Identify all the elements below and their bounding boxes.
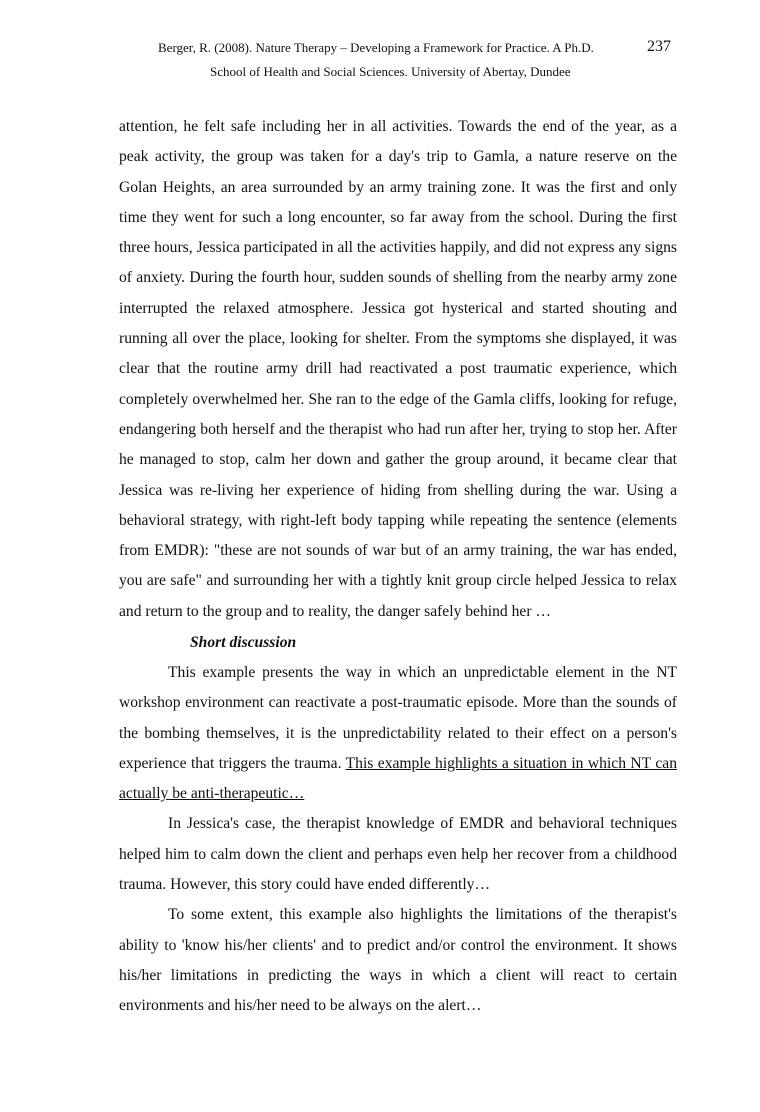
discussion-p1-underlined: This example highlights a situation in which NT can actually be anti-therapeutic… bbox=[119, 754, 677, 803]
page-number: 237 bbox=[647, 38, 671, 55]
header-institution: School of Health and Social Sciences. University of Abertay, Dundee bbox=[210, 64, 571, 79]
discussion-paragraph-2: In Jessica's case, the therapist knowledge of EMDR and behavioral techniques helped him to calm down the client and perhaps even help her recover from a childhood trauma. However, this story could have ended differently… bbox=[119, 815, 677, 894]
discussion-section bbox=[119, 658, 677, 1022]
discussion-paragraph-1 bbox=[119, 658, 677, 809]
discussion-paragraph-3: To some extent, this example also highlights the limitations of the therapist's ability to 'know his/her clients' and to predict and/or control the environment. It shows his/her limitations in predicting the ways in which a client will react to certain environments and his/her need to be always on the alert… bbox=[119, 906, 677, 1015]
case-paragraph: attention, he felt safe including her in all activities. Towards the end of the year, as a peak activity, the group was taken for a day's trip to Gamla, a nature reserve on the Golan Heights, an area surrounded by an army training zone. It was the first and only time they went for such a long encounter, so far away from the school. During the first three hours, Jessica participated in all the activities happily, and did not express any signs of anxiety. During the fourth hour, sudden sounds of shelling from the nearby army zone interrupted the relaxed atmosphere. Jessica got hysterical and started shouting and running all over the place, looking for shelter. From the symptoms she displayed, it was clear that the routine army drill had reactivated a post traumatic experience, which completely overwhelmed her. She ran to the edge of the Gamla cliffs, looking for refuge, endangering both herself and the therapist who had run after her, trying to stop her. After he managed to stop, calm her down and gather the group around, it became clear that Jessica was re-living her experience of hiding from shelling during the war. Using a behavioral strategy, with right-left body tapping while repeating the sentence (elements from EMDR): "these are not sounds of war but of an army training, the war has ended, you are safe" and surrounding her with a tightly knit group circle helped Jessica to relax and return to the group and to reality, the danger safely behind her … bbox=[119, 118, 677, 620]
header-citation: Berger, R. (2008). Nature Therapy – Developing a Framework for Practice. A Ph.D. bbox=[158, 40, 594, 55]
section-heading: Short discussion bbox=[190, 634, 297, 651]
discussion-p1-text: This example presents the way in which an unpredictable element in the NT workshop environment can reactivate a post-traumatic episode. More than the sounds of the bombing themselves, it is the unpredictability related to their effect on a person's experience that triggers the trauma. bbox=[119, 664, 677, 772]
